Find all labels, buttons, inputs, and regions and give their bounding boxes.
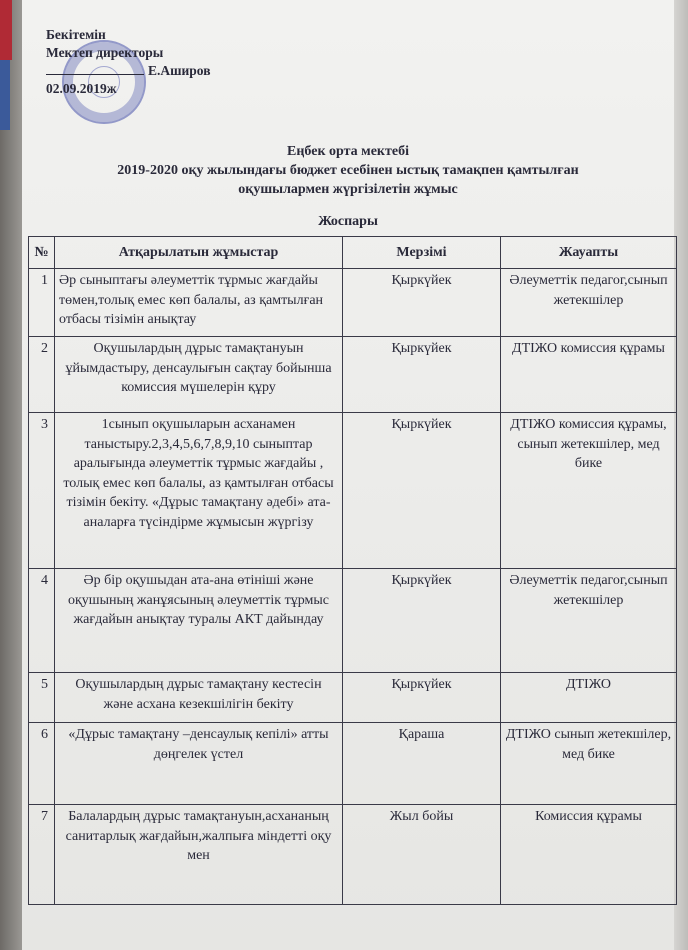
row-task: «Дұрыс тамақтану –денсаулық кепілі» атты дөңгелек үстел	[55, 723, 343, 805]
row-number: 5	[29, 673, 55, 723]
row-responsible: ДТІЖО сынып жетекшілер, мед бике	[501, 723, 677, 805]
row-number: 7	[29, 805, 55, 905]
row-term: Қараша	[343, 723, 501, 805]
approval-title: Бекітемін	[46, 27, 106, 42]
header-responsible: Жауапты	[501, 237, 677, 269]
table-row	[29, 269, 677, 337]
background-blue-strip	[0, 60, 10, 130]
table-row	[29, 723, 677, 805]
row-responsible: ДТІЖО	[501, 673, 677, 723]
header-number: №	[29, 237, 55, 269]
row-number: 2	[29, 337, 55, 413]
row-number: 4	[29, 569, 55, 673]
row-term: Қыркүйек	[343, 673, 501, 723]
school-name: Еңбек орта мектебі	[287, 144, 409, 159]
document-sheet	[22, 0, 674, 950]
row-task: Оқушылардың дұрыс тамақтануын ұйымдастыру, денсаулығын сақтау бойынша комиссия мүшелерін құру	[55, 337, 343, 413]
row-task: Балалардың дұрыс тамақтануын,асхананың санитарлық жағдайын,жалпыға міндетті оқу мен	[55, 805, 343, 905]
row-task: Әр бір оқушыдан ата-ана өтініші және оқушының жанұясының әлеуметтік тұрмыс жағдайын анықтау туралы АКТ дайындау	[55, 569, 343, 673]
approval-signature-line	[46, 62, 211, 80]
row-task: Оқушылардың дұрыс тамақтану кестесін және асхана кезекшілігін бекіту	[55, 673, 343, 723]
row-number: 1	[29, 269, 55, 337]
approval-block	[46, 26, 211, 98]
table-row	[29, 413, 677, 569]
header-term: Мерзімі	[343, 237, 501, 269]
row-responsible: ДТІЖО комиссия құрамы, сынып жетекшілер, мед бике	[501, 413, 677, 569]
row-task: 1сынып оқушыларын асханамен таныстыру.2,3,4,5,6,7,8,9,10 сыныптар аралығында әлеуметтік тұрмыс жағдайы , толық емес көп балалы, аз қамтылған отбасы тізімін бекіту. «Дұрыс тамақтану әдебі» ата-аналарға түсіндірме жұмысын жүргізу	[55, 413, 343, 569]
document-heading	[22, 142, 674, 199]
table-header-row	[29, 237, 677, 269]
background-left-wall	[0, 0, 22, 950]
row-task: Әр сыныптағы әлеуметтік тұрмыс жағдайы төмен,толық емес көп балалы, аз қамтылған отбасы тізімін анықтау	[55, 269, 343, 337]
background-red-strip	[0, 0, 12, 60]
row-term: Қыркүйек	[343, 413, 501, 569]
row-responsible: Әлеуметтік педагог,сынып жетекшілер	[501, 569, 677, 673]
plan-table	[28, 236, 677, 905]
row-responsible: Әлеуметтік педагог,сынып жетекшілер	[501, 269, 677, 337]
heading-line-2: 2019-2020 оқу жылындағы бюджет есебінен ыстық тамақпен қамтылған	[117, 163, 579, 178]
director-name: Е.Аширов	[148, 63, 211, 78]
row-term: Жыл бойы	[343, 805, 501, 905]
row-responsible: ДТІЖО комиссия құрамы	[501, 337, 677, 413]
row-number: 3	[29, 413, 55, 569]
row-term: Қыркүйек	[343, 569, 501, 673]
table-row	[29, 673, 677, 723]
heading-line-3: оқушылармен жүргізілетін жұмыс	[238, 182, 458, 197]
row-number: 6	[29, 723, 55, 805]
header-task: Атқарылатын жұмыстар	[55, 237, 343, 269]
table-row	[29, 805, 677, 905]
table-row	[29, 337, 677, 413]
approval-position: Мектеп директоры	[46, 45, 164, 60]
row-term: Қыркүйек	[343, 269, 501, 337]
plan-title: Жоспары	[318, 214, 378, 229]
signature-underline	[46, 74, 144, 75]
row-term: Қыркүйек	[343, 337, 501, 413]
approval-date: 02.09.2019ж	[46, 81, 117, 96]
row-responsible: Комиссия құрамы	[501, 805, 677, 905]
table-row	[29, 569, 677, 673]
